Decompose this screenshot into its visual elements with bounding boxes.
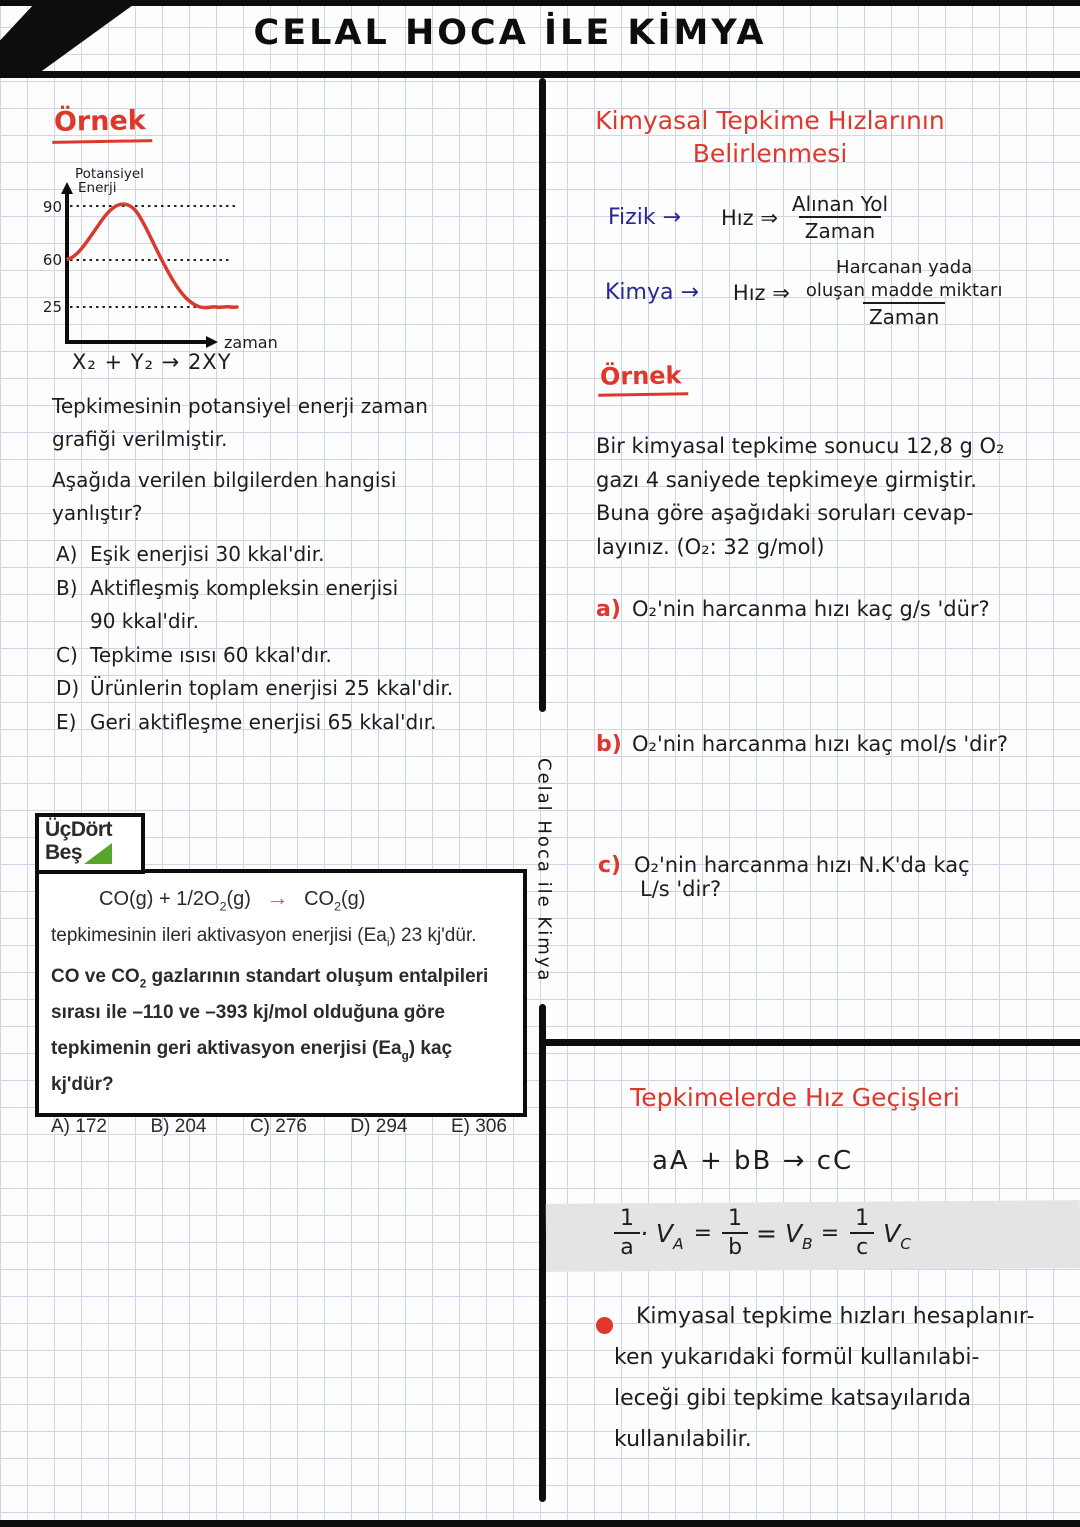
printed-reaction-sub2: 2 xyxy=(334,899,341,914)
rates-section-heading: Tepkimelerde Hız Geçişleri xyxy=(630,1083,960,1112)
question-a xyxy=(596,597,990,622)
graph-ylabel-line1: Potansiyel xyxy=(75,166,144,182)
printed-reaction-rhs: CO xyxy=(304,888,335,910)
option-e xyxy=(56,706,453,740)
kimya-numerator xyxy=(800,256,1009,302)
printed-bold3-a: tepkimenin geri aktivasyon enerjisi (Ea xyxy=(51,1038,402,1059)
option-a-label: A) xyxy=(56,542,78,566)
graph-y-arrowhead xyxy=(61,182,73,194)
question-c xyxy=(598,853,970,901)
formula-vb-text: = V xyxy=(756,1219,803,1249)
fizik-numerator: Alınan Yol xyxy=(791,192,889,216)
fizik-fraction xyxy=(786,192,894,243)
question-c-text xyxy=(634,853,970,901)
option-b xyxy=(56,572,453,606)
option-b-text: Aktifleşmiş kompleksin enerjisi xyxy=(90,575,399,600)
option-c xyxy=(56,639,453,673)
right-problem-paragraph xyxy=(596,430,1004,564)
graph-ylabel-line2: Enerji xyxy=(78,180,117,196)
formula-vc-text: V xyxy=(883,1219,901,1249)
fizik-label: Fizik → xyxy=(608,205,681,230)
graph-x-arrowhead xyxy=(206,336,218,348)
note-line-2: ken yukarıdaki formül kullanılabi- xyxy=(614,1345,980,1370)
right-heading-line1: Kimyasal Tepkime Hızlarının xyxy=(595,106,945,135)
option-c-text: Tepkime ısısı 60 kkal'dır. xyxy=(90,642,332,667)
bottom-border-line xyxy=(0,1520,1080,1527)
problem-line-3: Buna göre aşağıdaki soruları cevap- xyxy=(596,501,974,525)
spine-label-text: Celal Hoca ile Kimya xyxy=(533,757,555,983)
intro-line-4: yanlıştır? xyxy=(52,501,143,525)
formula-frac-1a xyxy=(614,1206,640,1262)
rate-coefficient-formula xyxy=(614,1206,911,1262)
printed-bold-line3 xyxy=(51,1031,511,1103)
right-example-heading: Örnek xyxy=(598,361,688,397)
left-options-list xyxy=(56,538,453,739)
energy-curve xyxy=(68,204,237,308)
kimya-fraction xyxy=(800,256,1009,329)
fizik-rate-row xyxy=(608,192,894,243)
formula-vb-sub: B xyxy=(802,1235,813,1254)
note-line-1: Kimyasal tepkime hızları hesaplanır- xyxy=(636,1304,1035,1329)
option-b-line2 xyxy=(56,605,453,639)
formula-va xyxy=(640,1219,684,1254)
graph-xlabel: zaman xyxy=(224,333,278,352)
formula-vb xyxy=(756,1219,813,1254)
printed-bold3-b: ) kaç kj'dür? xyxy=(51,1038,453,1095)
kimya-numerator-line1: Harcanan yada xyxy=(836,257,973,278)
question-c-label: c) xyxy=(598,853,622,878)
brand-name-bottom: Beş xyxy=(45,841,83,864)
problem-line-2: gazı 4 saniyede tepkimeye girmiştir. xyxy=(596,467,977,492)
printed-choice-a: A) 172 xyxy=(51,1116,107,1137)
formula-vc-sub: C xyxy=(900,1235,912,1254)
left-example-heading: Örnek xyxy=(52,105,152,144)
option-d-text: Ürünlerin toplam enerjisi 25 kkal'dir. xyxy=(90,676,454,700)
graph-tick-60: 60 xyxy=(42,251,62,269)
printed-choice-c: C) 276 xyxy=(249,1116,307,1137)
formula-eq1: = xyxy=(693,1221,713,1247)
brand-logo-tab xyxy=(35,813,145,874)
printed-choices-row xyxy=(51,1116,511,1138)
bullet-dot-icon xyxy=(596,1317,613,1334)
printed-reaction-lhs: CO(g) + 1/2O xyxy=(99,888,220,910)
kimya-label: Kimya → xyxy=(605,280,699,305)
brand-name-top: ÜçDört xyxy=(45,818,113,841)
printed-bold1-a: CO ve CO xyxy=(51,966,140,987)
spine-divider-top xyxy=(539,78,546,712)
formula-vc xyxy=(883,1219,912,1254)
option-d-label: D) xyxy=(56,676,80,700)
printed-choice-b: B) 204 xyxy=(150,1116,207,1137)
top-border-line xyxy=(0,0,1080,6)
intro-line-1: Tepkimesinin potansiyel enerji zaman xyxy=(52,394,428,418)
formula-1c-den: c xyxy=(850,1232,874,1261)
printed-reaction-arrow: → xyxy=(266,885,289,910)
right-section-divider xyxy=(542,1039,1080,1046)
printed-question-box xyxy=(35,869,527,1137)
graph-tick-90: 90 xyxy=(42,198,62,216)
printed-reaction xyxy=(99,885,511,914)
printed-line1-a: tepkimesinin ileri aktivasyon enerjisi (Ea xyxy=(51,925,387,946)
problem-line-1: Bir kimyasal tepkime sonucu 12,8 g O₂ xyxy=(596,434,1005,458)
fizik-denominator: Zaman xyxy=(799,216,881,243)
fizik-hiz-label: Hız ⇒ xyxy=(721,205,778,230)
formula-1c-num: 1 xyxy=(855,1206,870,1231)
printed-line1-b: ) 23 kj'dür. xyxy=(389,925,477,946)
question-a-label: a) xyxy=(596,597,621,622)
header-underline xyxy=(0,71,1080,78)
kimya-denominator: Zaman xyxy=(863,302,945,329)
formula-va-text: · V xyxy=(640,1219,673,1249)
printed-choice-d: D) 294 xyxy=(350,1116,408,1137)
question-a-text: O₂'nin harcanma hızı kaç g/s 'dür? xyxy=(632,597,990,621)
option-b-text2: 90 kkal'dir. xyxy=(90,609,199,633)
page-title: CELAL HOCA İLE KİMYA xyxy=(253,13,767,53)
right-heading xyxy=(555,104,985,170)
spine-label xyxy=(531,742,557,998)
question-c-line1: O₂'nin harcanma hızı N.K'da kaç xyxy=(634,853,970,877)
formula-1a-den: a xyxy=(614,1232,639,1261)
printed-line1-sub: i xyxy=(386,936,390,950)
note-line-4: kullanılabilir. xyxy=(614,1427,752,1452)
note-line-3: leceği gibi tepkime katsayılarıda xyxy=(614,1386,972,1411)
brand-triangle-icon xyxy=(84,843,112,864)
printed-reaction-lhs2: (g) xyxy=(226,888,251,910)
general-reaction-equation: aA + bB → cC xyxy=(652,1146,854,1176)
question-b-label: b) xyxy=(596,732,622,757)
option-d xyxy=(56,672,453,706)
formula-eq3: = xyxy=(820,1221,840,1247)
kimya-hiz-label: Hız ⇒ xyxy=(732,280,790,305)
potential-energy-graph xyxy=(30,162,280,362)
printed-reaction-sub1: 2 xyxy=(219,899,227,914)
left-intro-paragraph xyxy=(52,390,428,530)
spine-divider-bottom xyxy=(539,1004,546,1502)
option-a-text: Eşik enerjisi 30 kkal'dir. xyxy=(90,542,325,566)
option-e-label: E) xyxy=(56,709,77,734)
question-b xyxy=(596,732,1008,757)
formula-va-sub: A xyxy=(673,1235,684,1254)
printed-line1 xyxy=(51,925,511,950)
graph-tick-25: 25 xyxy=(42,298,62,316)
printed-bold1-sub: 2 xyxy=(139,977,147,991)
kimya-numerator-line2: oluşan madde miktarı xyxy=(805,280,1003,301)
question-c-line2: L/s 'dir? xyxy=(640,877,722,901)
kimya-rate-row xyxy=(605,256,1008,329)
option-c-label: C) xyxy=(56,642,78,667)
right-heading-line2: Belirlenmesi xyxy=(692,139,848,168)
rates-note-paragraph xyxy=(614,1296,1034,1460)
problem-line-4: layınız. (O₂: 32 g/mol) xyxy=(596,534,825,559)
graph-reaction-equation: X₂ + Y₂ → 2XY xyxy=(72,350,232,374)
formula-1b-den: b xyxy=(722,1232,748,1261)
printed-choice-e: E) 306 xyxy=(450,1116,507,1137)
formula-1b-num: 1 xyxy=(728,1206,743,1231)
intro-line-3: Aşağıda verilen bilgilerden hangisi xyxy=(52,468,397,492)
option-e-text: Geri aktifleşme enerjisi 65 kkal'dır. xyxy=(90,709,437,734)
formula-frac-1b xyxy=(722,1206,748,1262)
printed-bold3-sub: g xyxy=(401,1049,409,1063)
option-a xyxy=(56,538,453,572)
printed-bold1-b: gazlarının standart oluşum entalpileri xyxy=(146,966,489,987)
printed-bold-line2: sırası ile –110 ve –393 kj/mol olduğuna göre xyxy=(51,1002,445,1023)
formula-frac-1c xyxy=(849,1206,875,1262)
option-b-label: B) xyxy=(56,575,78,600)
formula-1a-num: 1 xyxy=(620,1206,634,1231)
intro-line-2: grafiği verilmiştir. xyxy=(52,427,228,451)
printed-reaction-rhs2: (g) xyxy=(341,888,366,910)
printed-bold-line1 xyxy=(51,959,511,995)
question-b-text: O₂'nin harcanma hızı kaç mol/s 'dir? xyxy=(632,732,1009,756)
